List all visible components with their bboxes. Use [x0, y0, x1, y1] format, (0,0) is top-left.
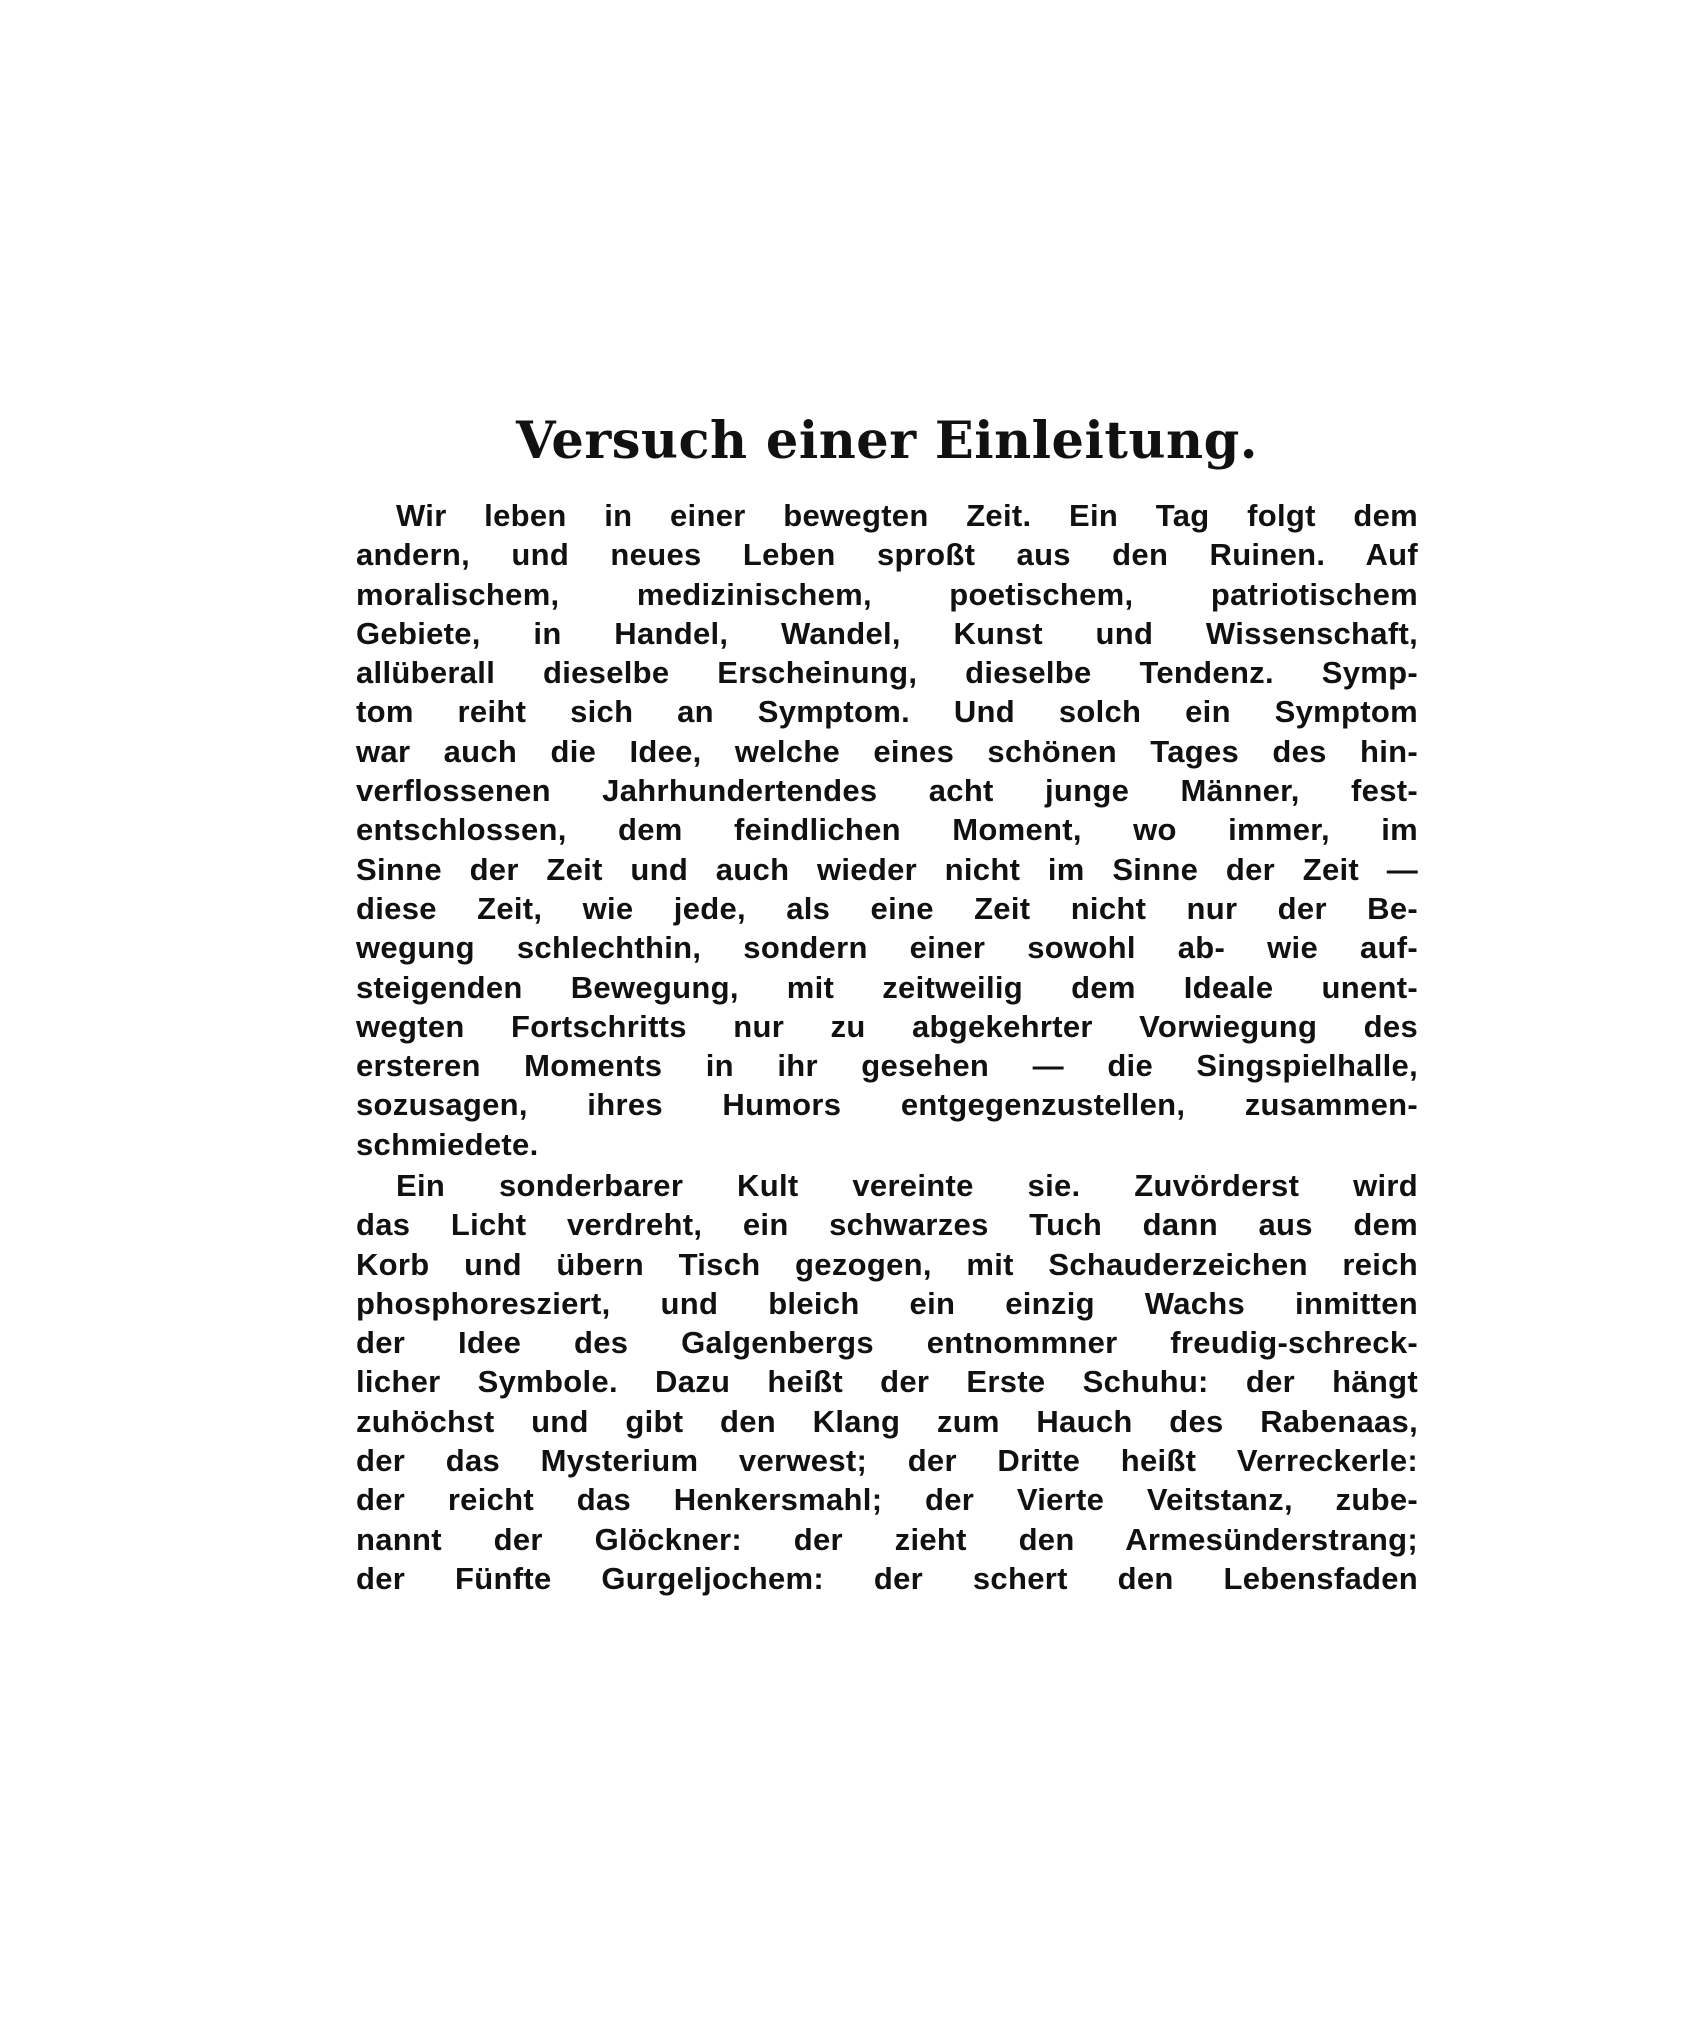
text-line: tom reiht sich an Symptom. Und solch ein Symptom	[356, 694, 1418, 730]
text-line: der Fünfte Gurgeljochem: der schert den Lebensfaden	[356, 1560, 1418, 1596]
text-line: entschlossen, dem feindlichen Moment, wo immer, im	[356, 812, 1418, 848]
text-line: schmiedete.	[356, 1126, 539, 1162]
text-line: der das Mysterium verwest; der Dritte heißt Verreckerle:	[356, 1443, 1418, 1479]
text-line: Wir leben in einer bewegten Zeit. Ein Tag folgt dem	[396, 498, 1418, 533]
paragraph-1	[356, 496, 1418, 1164]
paragraph-2	[356, 1166, 1418, 1598]
text-line: allüberall dieselbe Erscheinung, dieselbe Tendenz. Symp-	[356, 655, 1418, 691]
text-line: ersteren Moments in ihr gesehen — die Singspielhalle,	[356, 1048, 1418, 1084]
page-title: Versuch einer Einleitung.	[515, 411, 1258, 471]
text-line: verflossenen Jahrhundertendes acht junge Männer, fest-	[356, 773, 1418, 809]
text-line: sozusagen, ihres Humors entgegenzustellen, zusammen-	[356, 1087, 1418, 1123]
text-line: wegten Fortschritts nur zu abgekehrter Vorwiegung des	[356, 1008, 1418, 1044]
text-line: Ein sonderbarer Kult vereinte sie. Zuvörderst wird	[396, 1168, 1418, 1203]
text-line: das Licht verdreht, ein schwarzes Tuch dann aus dem	[356, 1207, 1418, 1243]
text-line: steigenden Bewegung, mit zeitweilig dem Ideale unent-	[356, 969, 1418, 1005]
text-line: Korb und übern Tisch gezogen, mit Schauderzeichen reich	[356, 1246, 1418, 1282]
text-line: Gebiete, in Handel, Wandel, Kunst und Wissenschaft,	[356, 615, 1418, 651]
text-line: war auch die Idee, welche eines schönen Tages des hin-	[356, 733, 1418, 769]
text-line: moralischem, medizinischem, poetischem, patriotischem	[356, 576, 1418, 612]
text-line: zuhöchst und gibt den Klang zum Hauch des Rabenaas,	[356, 1403, 1418, 1439]
text-line: licher Symbole. Dazu heißt der Erste Schuhu: der hängt	[356, 1364, 1418, 1400]
text-line: wegung schlechthin, sondern einer sowohl ab- wie auf-	[356, 930, 1418, 966]
text-line: der reicht das Henkersmahl; der Vierte Veitstanz, zube-	[356, 1482, 1418, 1518]
text-line: diese Zeit, wie jede, als eine Zeit nicht nur der Be-	[356, 890, 1418, 926]
text-line: phosphoresziert, und bleich ein einzig Wachs inmitten	[356, 1285, 1418, 1321]
text-line: der Idee des Galgenbergs entnommner freudig-schreck-	[356, 1325, 1418, 1361]
text-line: nannt der Glöckner: der zieht den Armesünderstrang;	[356, 1521, 1418, 1557]
text-line: andern, und neues Leben sproßt aus den Ruinen. Auf	[356, 537, 1418, 573]
text-line: Sinne der Zeit und auch wieder nicht im Sinne der Zeit —	[356, 851, 1418, 887]
